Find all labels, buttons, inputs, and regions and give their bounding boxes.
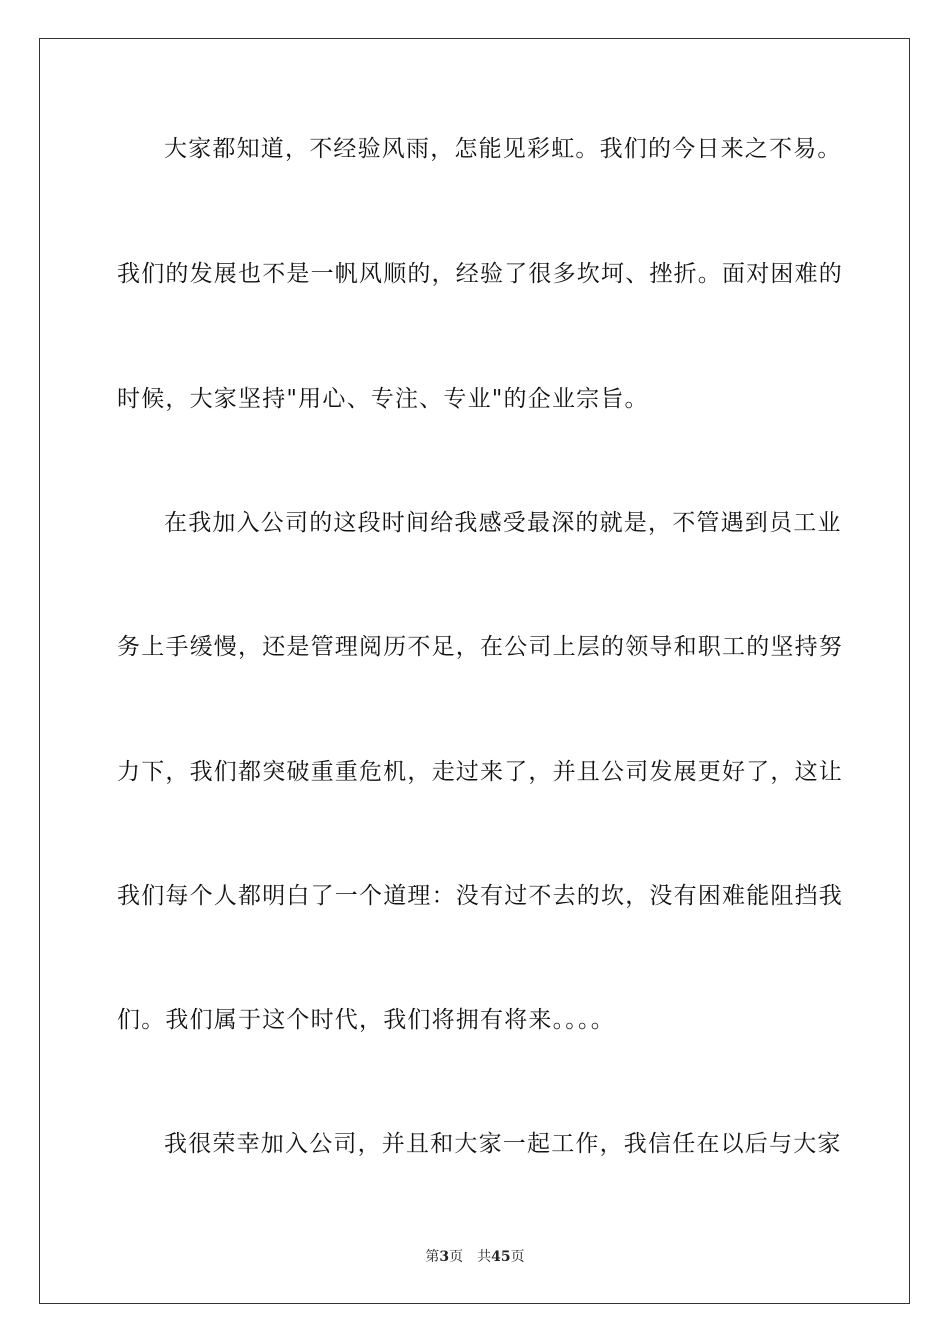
page-footer <box>0 1248 950 1266</box>
paragraph-line: 我们每个人都明白了一个道理：没有过不去的坎，没有困难能阻挡我 <box>117 883 843 909</box>
paragraph-line: 我很荣幸加入公司，并且和大家一起工作，我信任在以后与大家 <box>164 1131 842 1157</box>
page-label-suffix: 页 <box>449 1249 464 1265</box>
total-label-suffix: 页 <box>510 1249 525 1265</box>
paragraph-line: 们。我们属于这个时代，我们将拥有将来。。。。 <box>117 1007 615 1033</box>
paragraph-line: 务上手缓慢，还是管理阅历不足，在公司上层的领导和职工的坚持努 <box>117 634 843 660</box>
paragraph-line: 时候，大家坚持"用心、专注、专业"的企业宗旨。 <box>117 386 649 412</box>
page-label-prefix: 第 <box>425 1249 440 1265</box>
paragraph-line: 在我加入公司的这段时间给我感受最深的就是，不管遇到员工业 <box>164 510 842 536</box>
paragraph-line: 力下，我们都突破重重危机，走过来了，并且公司发展更好了，这让 <box>117 759 843 785</box>
paragraph-line: 大家都知道，不经验风雨，怎能见彩虹。我们的今日来之不易。 <box>164 136 842 162</box>
page-number: 3 <box>439 1249 450 1265</box>
page-border <box>39 38 910 1304</box>
paragraph-line: 我们的发展也不是一帆风顺的，经验了很多坎坷、挫折。面对困难的 <box>117 261 843 287</box>
total-pages: 45 <box>491 1249 511 1265</box>
total-label-prefix: 共 <box>477 1249 492 1265</box>
